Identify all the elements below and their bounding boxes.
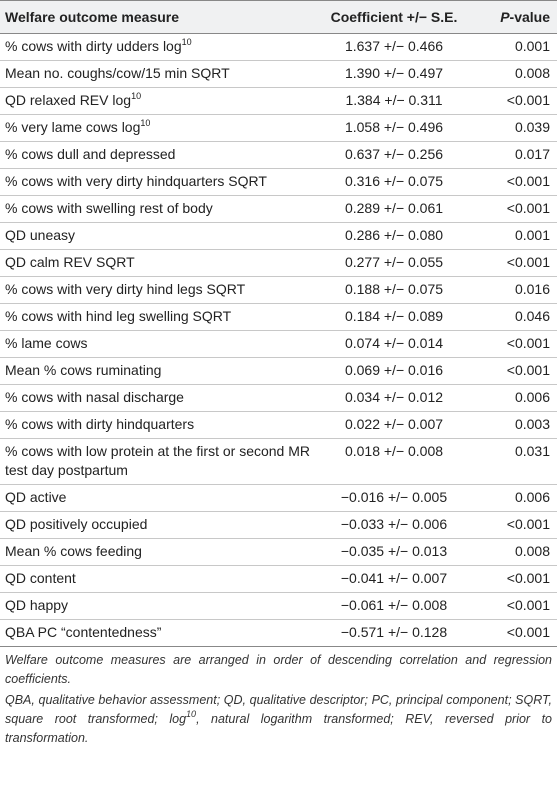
header-measure: Welfare outcome measure xyxy=(0,1,315,34)
p-value-cell: 0.031 xyxy=(473,439,557,485)
table-row xyxy=(0,277,557,304)
measure-label: QD content xyxy=(5,570,76,586)
coefficient-cell: 1.384 +/− 0.311 xyxy=(315,88,473,115)
header-p-value xyxy=(473,1,557,34)
measure-cell xyxy=(0,331,315,358)
coefficient-cell: 0.289 +/− 0.061 xyxy=(315,196,473,223)
footnote-abbreviations xyxy=(5,691,552,748)
header-p-italic: P xyxy=(500,9,510,25)
measure-label: % cows with nasal discharge xyxy=(5,389,184,405)
measure-cell xyxy=(0,385,315,412)
measure-label: QBA PC “contentedness” xyxy=(5,624,162,640)
measure-cell xyxy=(0,88,315,115)
table-row xyxy=(0,566,557,593)
table-row xyxy=(0,115,557,142)
p-value-cell: <0.001 xyxy=(473,358,557,385)
measure-label: % cows with very dirty hindquarters SQRT xyxy=(5,173,267,189)
measure-cell xyxy=(0,250,315,277)
p-value-cell: <0.001 xyxy=(473,196,557,223)
header-p-suffix: -value xyxy=(509,9,550,25)
measure-cell xyxy=(0,223,315,250)
table-row xyxy=(0,485,557,512)
table-row xyxy=(0,142,557,169)
p-value-cell: 0.006 xyxy=(473,385,557,412)
p-value-cell: 0.001 xyxy=(473,223,557,250)
measure-cell xyxy=(0,620,315,647)
p-value-cell: <0.001 xyxy=(473,169,557,196)
p-value-cell: 0.008 xyxy=(473,539,557,566)
measure-cell xyxy=(0,169,315,196)
measure-label: % cows dull and depressed xyxy=(5,146,176,162)
measure-cell xyxy=(0,304,315,331)
measure-cell xyxy=(0,34,315,61)
measure-cell xyxy=(0,142,315,169)
table-row xyxy=(0,331,557,358)
coefficient-cell: 0.074 +/− 0.014 xyxy=(315,331,473,358)
p-value-cell: 0.003 xyxy=(473,412,557,439)
p-value-cell: <0.001 xyxy=(473,620,557,647)
coefficient-cell: −0.041 +/− 0.007 xyxy=(315,566,473,593)
table-row xyxy=(0,223,557,250)
table-row xyxy=(0,620,557,647)
table-row xyxy=(0,250,557,277)
table-row xyxy=(0,169,557,196)
header-coefficient: Coefficient +/− S.E. xyxy=(315,1,473,34)
measure-cell xyxy=(0,115,315,142)
measure-label: % cows with swelling rest of body xyxy=(5,200,213,216)
measure-cell xyxy=(0,196,315,223)
table-row xyxy=(0,412,557,439)
measure-label: % cows with dirty udders log xyxy=(5,38,182,54)
coefficient-cell: 1.637 +/− 0.466 xyxy=(315,34,473,61)
measure-label: QD calm REV SQRT xyxy=(5,254,135,270)
coefficient-cell: 0.022 +/− 0.007 xyxy=(315,412,473,439)
footnote-abbrev-text-end: , natural logarithm transformed; REV, reversed prior to transformation. xyxy=(5,712,552,745)
measure-cell xyxy=(0,512,315,539)
coefficient-cell: 0.286 +/− 0.080 xyxy=(315,223,473,250)
table-row xyxy=(0,196,557,223)
p-value-cell: 0.017 xyxy=(473,142,557,169)
measure-cell xyxy=(0,439,315,485)
footnote-ordering: Welfare outcome measures are arranged in order of descending correlation and regression coefficients. xyxy=(5,653,552,686)
coefficient-cell: 0.188 +/− 0.075 xyxy=(315,277,473,304)
coefficient-cell: 0.018 +/− 0.008 xyxy=(315,439,473,485)
measure-label: QD positively occupied xyxy=(5,516,148,532)
measure-label: Mean % cows ruminating xyxy=(5,362,162,378)
table-row xyxy=(0,34,557,61)
measure-cell xyxy=(0,485,315,512)
measure-cell xyxy=(0,566,315,593)
measure-cell xyxy=(0,358,315,385)
p-value-cell: <0.001 xyxy=(473,250,557,277)
table-row xyxy=(0,539,557,566)
table-row xyxy=(0,88,557,115)
table-footnotes xyxy=(0,647,557,748)
coefficient-cell: 1.390 +/− 0.497 xyxy=(315,61,473,88)
log-superscript: 10 xyxy=(181,37,192,47)
p-value-cell: 0.008 xyxy=(473,61,557,88)
footnote-abbrev-text: QBA, qualitative behavior assessment; QD, qualitative descriptor; PC, principal component; SQRT, square root transformed; log xyxy=(5,693,552,726)
coefficient-cell: 0.316 +/− 0.075 xyxy=(315,169,473,196)
measure-cell xyxy=(0,412,315,439)
coefficient-cell: −0.571 +/− 0.128 xyxy=(315,620,473,647)
measure-cell xyxy=(0,61,315,88)
measure-label: QD happy xyxy=(5,597,69,613)
p-value-cell: <0.001 xyxy=(473,88,557,115)
log-superscript: 10 xyxy=(140,118,151,128)
measure-label: % cows with dirty hindquarters xyxy=(5,416,195,432)
p-value-cell: <0.001 xyxy=(473,566,557,593)
footnote-log-superscript: 10 xyxy=(186,709,197,719)
coefficient-cell: 1.058 +/− 0.496 xyxy=(315,115,473,142)
coefficient-cell: −0.061 +/− 0.008 xyxy=(315,593,473,620)
p-value-cell: <0.001 xyxy=(473,593,557,620)
coefficient-cell: −0.033 +/− 0.006 xyxy=(315,512,473,539)
coefficient-cell: 0.277 +/− 0.055 xyxy=(315,250,473,277)
table-row xyxy=(0,593,557,620)
coefficient-cell: 0.034 +/− 0.012 xyxy=(315,385,473,412)
table-body xyxy=(0,34,557,647)
coefficient-cell: 0.184 +/− 0.089 xyxy=(315,304,473,331)
coefficient-cell: 0.637 +/− 0.256 xyxy=(315,142,473,169)
p-value-cell: <0.001 xyxy=(473,331,557,358)
measure-label: % cows with low protein at the first or second MR test day postpartum xyxy=(5,443,311,478)
p-value-cell: 0.006 xyxy=(473,485,557,512)
measure-label: % very lame cows log xyxy=(5,119,141,135)
coefficient-cell: −0.035 +/− 0.013 xyxy=(315,539,473,566)
table-row xyxy=(0,439,557,485)
coefficient-cell: −0.016 +/− 0.005 xyxy=(315,485,473,512)
coefficient-cell: 0.069 +/− 0.016 xyxy=(315,358,473,385)
measure-label: % lame cows xyxy=(5,335,88,351)
table-header-row xyxy=(0,1,557,34)
measure-cell xyxy=(0,539,315,566)
measure-label: % cows with very dirty hind legs SQRT xyxy=(5,281,246,297)
table-row xyxy=(0,358,557,385)
p-value-cell: 0.016 xyxy=(473,277,557,304)
p-value-cell: 0.039 xyxy=(473,115,557,142)
measure-label: QD relaxed REV log xyxy=(5,92,132,108)
table-row xyxy=(0,512,557,539)
measure-label: QD active xyxy=(5,489,67,505)
measure-label: Mean % cows feeding xyxy=(5,543,142,559)
measure-label: Mean no. coughs/cow/15 min SQRT xyxy=(5,65,230,81)
log-superscript: 10 xyxy=(131,91,142,101)
table-row xyxy=(0,61,557,88)
p-value-cell: <0.001 xyxy=(473,512,557,539)
p-value-cell: 0.001 xyxy=(473,34,557,61)
table-row xyxy=(0,385,557,412)
table-row xyxy=(0,304,557,331)
measure-label: % cows with hind leg swelling SQRT xyxy=(5,308,232,324)
measure-label: QD uneasy xyxy=(5,227,76,243)
measure-cell xyxy=(0,277,315,304)
p-value-cell: 0.046 xyxy=(473,304,557,331)
measure-cell xyxy=(0,593,315,620)
